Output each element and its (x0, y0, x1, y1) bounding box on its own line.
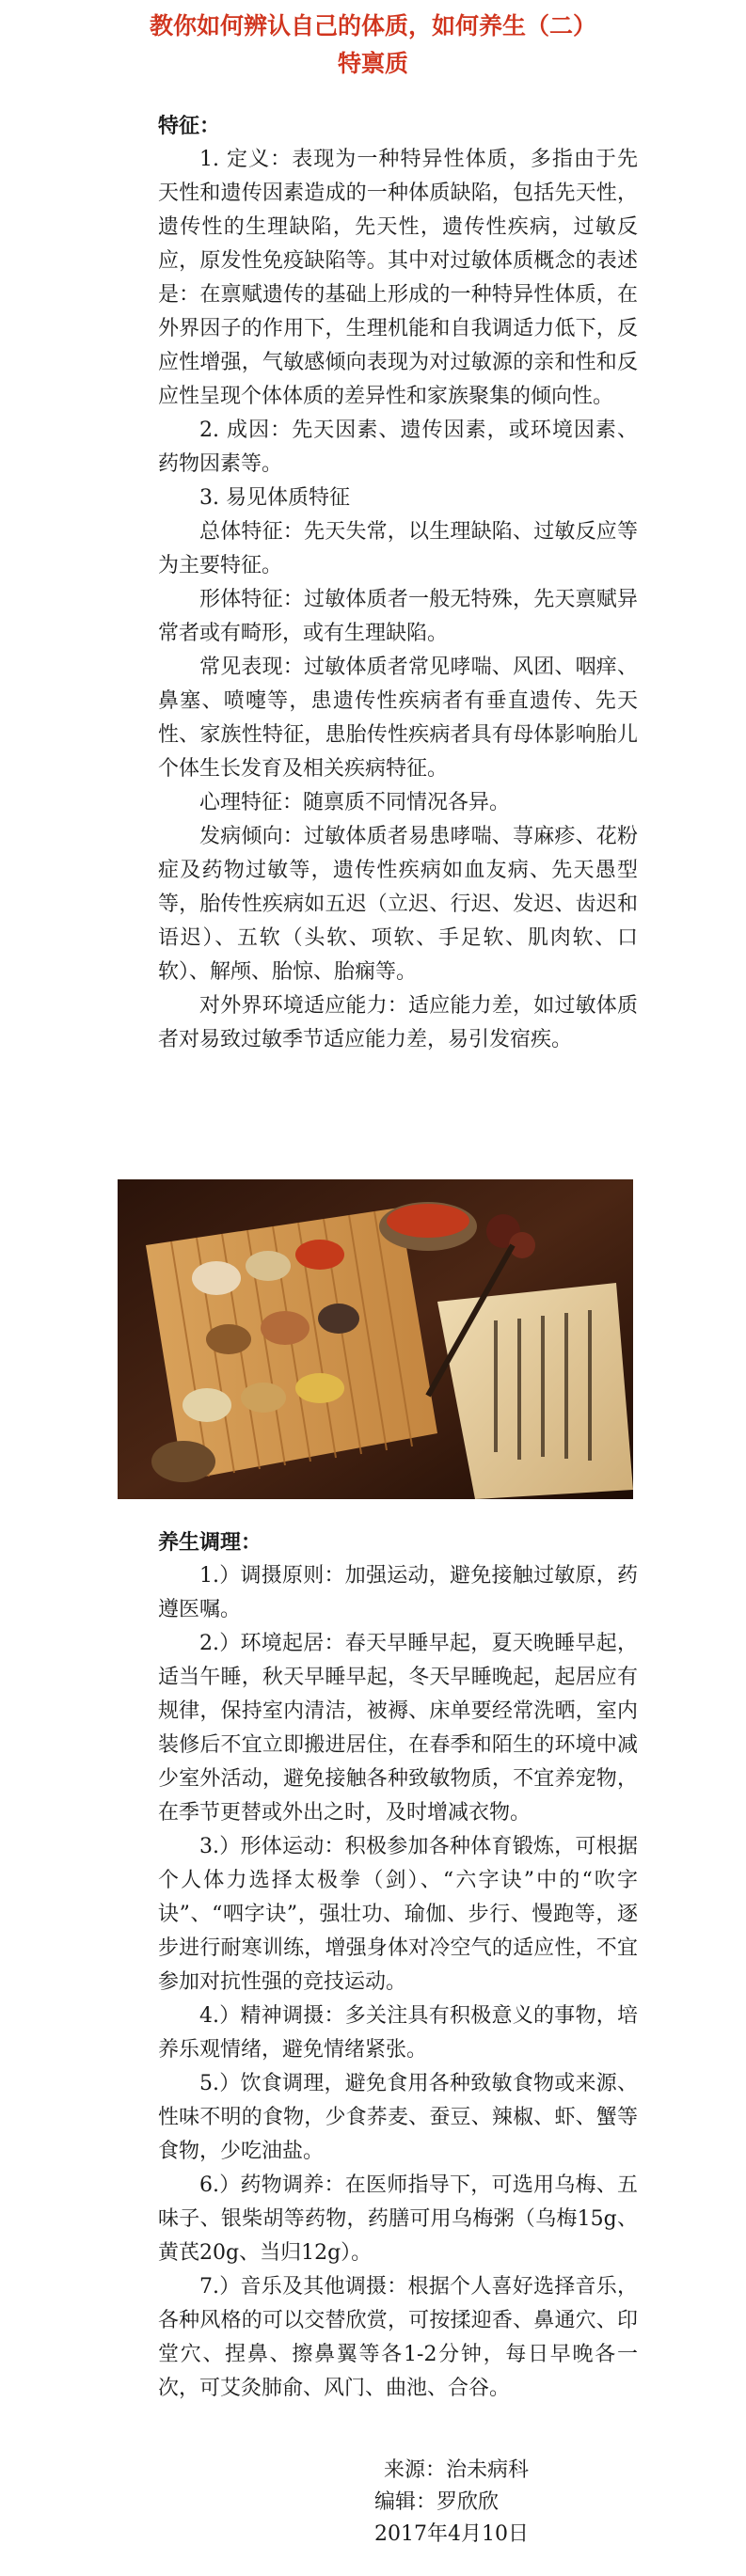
feature-paragraph-definition: 1. 定义：表现为一种特异性体质，多指由于先天性和遗传因素造成的一种体质缺陷，包括先天性，遗传性的生理缺陷，先天性，遗传性疾病，过敏反应，原发性免疫缺陷等。其中对过敏体质概念的表述是：在禀赋遗传的基础上形成的一种特异性体质，在外界因子的作用下，生理机能和自我调适力低下，反应性增强，气敏感倾向表现为对过敏源的亲和性和反应性呈现个体体质的差异性和家族聚集的倾向性。 (158, 148, 638, 408)
wellness-paragraph-exercise: 3.）形体运动：积极参加各种体育锻炼，可根据个人体力选择太极拳（剑）、“六字诀”中的“吹字诀”、“呬字诀”，强壮功、瑜伽、步行、慢跑等，逐步进行耐寒训练，增强身体对冷空气的适应性，不宜参加对抗性强的竞技运动。 (158, 1835, 638, 1994)
wellness-section (158, 1525, 638, 2406)
article-footer (158, 2455, 638, 2551)
feature-paragraph-physique: 形体特征：过敏体质者一般无特殊，先天禀赋异常者或有畸形，或有生理缺陷。 (158, 588, 638, 645)
wellness-paragraph-environment: 2.）环境起居：春天早睡早起，夏天晚睡早起，适当午睡，秋天早睡早起，冬天早睡晚起，起居应有规律，保持室内清洁，被褥、床单要经常洗晒，室内装修后不宜立即搬进居住，在春季和陌生的环境中减少室外活动，避免接触各种致敏物质，不宜养宠物，在季节更替或外出之时，及时增减衣物。 (158, 1632, 638, 1825)
feature-paragraph-cause: 2. 成因：先天因素、遗传因素，或环境因素、药物因素等。 (158, 419, 638, 476)
page-title (0, 8, 746, 83)
feature-paragraph-psychology: 心理特征：随禀质不同情况各异。 (199, 791, 511, 814)
feature-paragraph-tendency: 发病倾向：过敏体质者易患哮喘、荨麻疹、花粉症及药物过敏等，遗传性疾病如血友病、先天愚型等，胎传性疾病如五迟（立迟、行迟、发迟、齿迟和语迟）、五软（头软、项软、手足软、肌肉软、口软）、解颅、胎惊、胎痫等。 (158, 825, 638, 984)
wellness-paragraph-medicine: 6.）药物调养：在医师指导下，可选用乌梅、五味子、银柴胡等药物，药膳可用乌梅粥（乌梅15g、黄芪20g、当归12g）。 (158, 2173, 638, 2265)
wellness-heading: 养生调理： (158, 1530, 262, 1555)
feature-paragraph-traits-title: 3. 易见体质特征 (199, 486, 350, 510)
date-line: 2017年4月10日 (374, 2522, 529, 2546)
herbal-medicine-illustration (118, 1179, 633, 1499)
feature-paragraph-symptoms: 常见表现：过敏体质者常见哮喘、风团、咽痒、鼻塞、喷嚏等，患遗传性疾病者有垂直遗传、先天性、家族性特征，患胎传性疾病者具有母体影响胎儿个体生长发育及相关疾病特征。 (158, 656, 638, 781)
feature-paragraph-overall: 总体特征：先天失常，以生理缺陷、过敏反应等为主要特征。 (158, 520, 638, 577)
wellness-paragraph-mental: 4.）精神调摄：多关注具有积极意义的事物，培养乐观情绪，避免情绪紧张。 (158, 2004, 638, 2062)
editor-line: 编辑：罗欣欣 (374, 2490, 500, 2514)
features-heading: 特征： (158, 114, 221, 138)
herbal-medicine-photo (118, 1179, 633, 1499)
title-line-2: 特禀质 (337, 50, 408, 77)
wellness-paragraph-music: 7.）音乐及其他调摄：根据个人喜好选择音乐，各种风格的可以交替欣赏，可按揉迎香、鼻通穴、印堂穴、捏鼻、擦鼻翼等各1-2分钟，每日早晚各一次，可艾灸肺俞、风门、曲池、合谷。 (158, 2275, 638, 2400)
wellness-paragraph-principle: 1.）调摄原则：加强运动，避免接触过敏原，药遵医嘱。 (158, 1564, 638, 1621)
title-line-1: 教你如何辨认自己的体质，如何养生（二） (149, 12, 596, 40)
features-section (158, 109, 638, 1057)
wellness-paragraph-diet: 5.）饮食调理，避免食用各种致敏食物或来源、性味不明的食物，少食荞麦、蚕豆、辣椒、虾、蟹等食物，少吃油盐。 (158, 2072, 638, 2163)
feature-paragraph-adaptability: 对外界环境适应能力：适应能力差，如过敏体质者对易致过敏季节适应能力差，易引发宿疾。 (158, 994, 638, 1051)
source-line: 来源：治未病科 (384, 2458, 530, 2482)
